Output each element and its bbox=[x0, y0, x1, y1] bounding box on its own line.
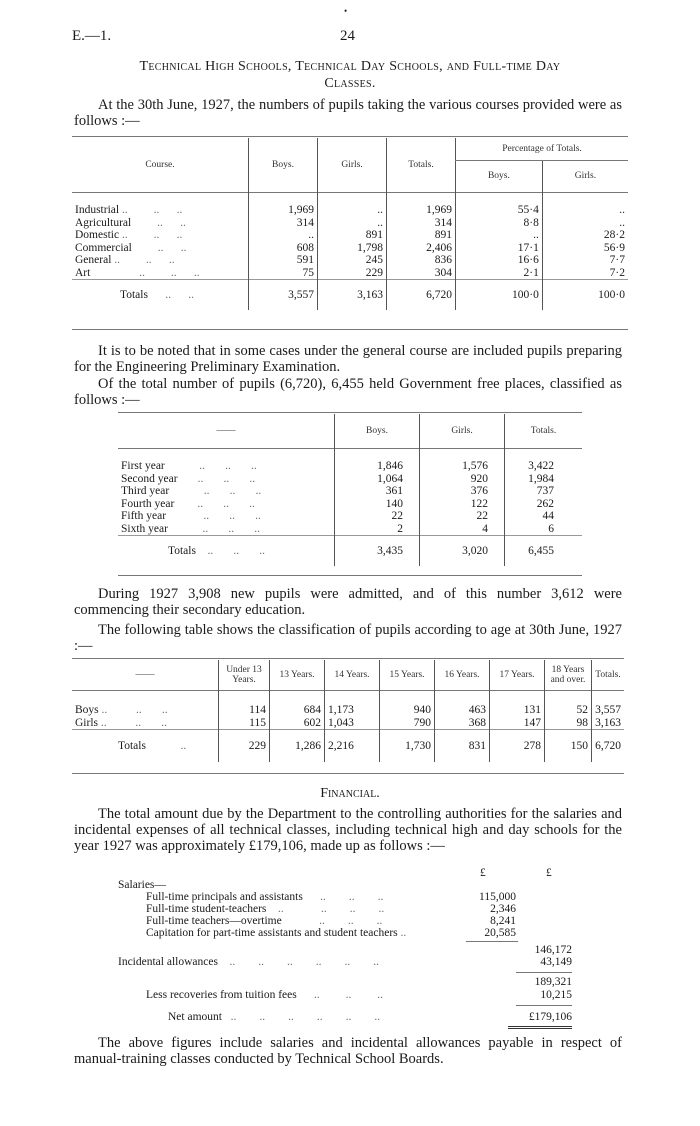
table1-header-pct-girls: Girls. bbox=[542, 160, 628, 192]
table2-bottom-rule bbox=[118, 575, 582, 576]
table2-row: Second year .. .. .. 1,064 920 1,984 bbox=[118, 473, 582, 486]
table2-cell-totals: 44 bbox=[505, 510, 583, 523]
recoveries-value: 10,215 bbox=[540, 989, 572, 1001]
table1-top-rule bbox=[72, 136, 628, 137]
incidental-row: Incidental allowances .. .. .. .. .. .. bbox=[118, 956, 379, 968]
table3-header-18-over: 18 Years and over. bbox=[545, 660, 592, 690]
table1-cell-boys: 608 bbox=[249, 242, 318, 255]
table1-row-course: Domestic bbox=[75, 229, 120, 241]
table1-cell-boys: .. bbox=[249, 229, 318, 242]
net-row: Net amount .. .. .. .. .. .. bbox=[168, 1011, 381, 1023]
section-title-line1: Technical High Schools, Technical Day Schools, and Full-time Day bbox=[139, 59, 561, 74]
table3-cell-totals: 3,557 bbox=[592, 704, 625, 717]
table3-cell-under13: 114 bbox=[219, 704, 270, 717]
table3-total-row: Totals .. 229 1,286 2,216 1,730 831 278 150 6,720 bbox=[72, 730, 624, 762]
financial-col1-head: £ bbox=[480, 867, 486, 879]
table3-cell-14: 1,173 bbox=[325, 704, 380, 717]
document-reference: E.—1. bbox=[72, 28, 112, 44]
table1-total-label: Totals bbox=[120, 288, 148, 301]
table2-cell-totals: 6 bbox=[505, 523, 583, 536]
table2-cell-boys: 1,064 bbox=[335, 473, 420, 486]
table3-header-totals: Totals. bbox=[592, 660, 625, 690]
table2-cell-boys: 361 bbox=[335, 485, 420, 498]
table1-cell-girls: 245 bbox=[318, 254, 387, 267]
table3-header-14: 14 Years. bbox=[325, 660, 380, 690]
table2-cell-boys: 2 bbox=[335, 523, 420, 536]
paragraph-new-pupils: During 1927 3,908 new pupils were admitted, and of this number 3,612 were commencing their secondary education. bbox=[74, 586, 622, 618]
table1-header-totals: Totals. bbox=[387, 138, 456, 192]
incidental-value: 43,149 bbox=[540, 956, 572, 968]
table3-cell-15: 940 bbox=[380, 704, 435, 717]
table2-cell-girls: 920 bbox=[420, 473, 505, 486]
table3-total-14: 2,216 bbox=[325, 730, 380, 762]
page-number: 24 bbox=[340, 28, 355, 44]
table2-top-rule bbox=[118, 412, 582, 413]
salary-item-label: Capitation for part-time assistants and student teachers bbox=[146, 927, 398, 939]
free-places-table bbox=[118, 414, 582, 566]
table1-cell-totals: 891 bbox=[387, 229, 456, 242]
table2-total-girls: 3,020 bbox=[420, 536, 505, 566]
table2-total-row: Totals .. .. .. 3,435 3,020 6,455 bbox=[118, 536, 582, 566]
salaries-label: Salaries— bbox=[118, 879, 166, 891]
table1-cell-pct-girls: 7·2 bbox=[542, 267, 628, 280]
table2-row-label: Fourth year bbox=[121, 497, 175, 510]
table1-row-course: Commercial bbox=[75, 241, 132, 254]
financial-heading: Financial. bbox=[320, 786, 380, 801]
table2-row: First year .. .. .. 1,846 1,576 3,422 bbox=[118, 460, 582, 473]
table2-row-label: Second year bbox=[121, 472, 178, 485]
paragraph-manual-training: The above figures include salaries and incidental allowances payable in respect of manual-training classes conducted by Technical School Boards. bbox=[74, 1035, 622, 1067]
table2-row-label: First year bbox=[121, 460, 165, 472]
table2-total-label: Totals bbox=[168, 544, 196, 557]
table3-row: Girls .. .. .. 115 602 1,043 790 368 147 98 3,163 bbox=[72, 717, 624, 730]
table2-cell-girls: 4 bbox=[420, 523, 505, 536]
table1-cell-girls: .. bbox=[318, 204, 387, 217]
table3-header-16: 16 Years. bbox=[435, 660, 490, 690]
paragraph-general-course-note: It is to be noted that in some cases under the general course are included pupils preparing for the Engineering Preliminary Examination. bbox=[74, 343, 622, 375]
section-title-line2: Classes. bbox=[324, 76, 376, 91]
table2-row: Fourth year .. .. .. 140 122 262 bbox=[118, 498, 582, 511]
table2-cell-boys: 1,846 bbox=[335, 460, 420, 473]
table3-cell-17: 131 bbox=[490, 704, 545, 717]
table2-row-label: Sixth year bbox=[121, 522, 168, 535]
table2-cell-girls: 376 bbox=[420, 485, 505, 498]
section-title bbox=[70, 58, 630, 92]
net-rule bbox=[516, 1005, 572, 1006]
table2-row: Sixth year .. .. .. 2 4 6 bbox=[118, 523, 582, 536]
salary-item-value: 20,585 bbox=[484, 927, 516, 939]
table2-cell-totals: 3,422 bbox=[505, 460, 583, 473]
table2-header-totals: Totals. bbox=[505, 414, 583, 448]
salaries-rule bbox=[466, 941, 518, 942]
table1-row: Domestic .. .. .. .. 891 891 .. 28·2 bbox=[72, 229, 628, 242]
table1-cell-boys: 1,969 bbox=[249, 204, 318, 217]
table2-cell-boys: 140 bbox=[335, 498, 420, 511]
table1-row-course: Industrial bbox=[75, 204, 120, 216]
table1-total-girls: 3,163 bbox=[318, 280, 387, 310]
table1-header-boys: Boys. bbox=[249, 138, 318, 192]
table1-cell-boys: 314 bbox=[249, 217, 318, 230]
table1-cell-girls: 1,798 bbox=[318, 242, 387, 255]
table3-row-label: Boys bbox=[75, 704, 99, 716]
table3-cell-13: 602 bbox=[270, 717, 325, 730]
table1-cell-pct-boys: .. bbox=[456, 229, 543, 242]
table3-total-13: 1,286 bbox=[270, 730, 325, 762]
table1-cell-totals: 836 bbox=[387, 254, 456, 267]
paragraph-free-places: Of the total number of pupils (6,720), 6,455 held Government free places, classified as follows :— bbox=[74, 376, 622, 408]
salary-item: Capitation for part-time assistants and student teachers .. bbox=[146, 927, 407, 939]
table3-cell-15: 790 bbox=[380, 717, 435, 730]
table3-header-blank: —— bbox=[135, 669, 155, 680]
salary-item-label: Full-time student-teachers bbox=[146, 903, 267, 915]
recoveries-label: Less recoveries from tuition fees bbox=[146, 989, 297, 1001]
table1-row: Commercial .. .. 608 1,798 2,406 17·1 56·9 bbox=[72, 242, 628, 255]
table3-total-17: 278 bbox=[490, 730, 545, 762]
table3-cell-under13: 115 bbox=[219, 717, 270, 730]
table3-header-15: 15 Years. bbox=[380, 660, 435, 690]
table1-row-course: General bbox=[75, 254, 112, 266]
table2-row: Fifth year .. .. .. 22 22 44 bbox=[118, 510, 582, 523]
table2-row: Third year .. .. .. 361 376 737 bbox=[118, 485, 582, 498]
table2-header-girls: Girls. bbox=[420, 414, 505, 448]
table2-header-boys: Boys. bbox=[335, 414, 420, 448]
table1-row-course: Art bbox=[75, 266, 91, 279]
table2-header-blank: —— bbox=[216, 425, 236, 436]
salary-item-label: Full-time teachers—overtime bbox=[146, 915, 282, 927]
table1-total-row: Totals .. .. 3,557 3,163 6,720 100·0 100·0 bbox=[72, 280, 628, 310]
table1-cell-girls: .. bbox=[318, 217, 387, 230]
table3-row: Boys .. .. .. 114 684 1,173 940 463 131 52 3,557 bbox=[72, 704, 624, 717]
table1-cell-pct-girls: 7·7 bbox=[542, 254, 628, 267]
table1-cell-totals: 304 bbox=[387, 267, 456, 280]
table3-total-totals: 6,720 bbox=[592, 730, 625, 762]
table1-header-course: Course. bbox=[145, 159, 175, 170]
salary-item-label: Full-time principals and assistants bbox=[146, 891, 303, 903]
table3-bottom-rule bbox=[72, 773, 624, 774]
table3-cell-totals: 3,163 bbox=[592, 717, 625, 730]
table1-cell-pct-boys: 8·8 bbox=[456, 217, 543, 230]
table3-total-16: 831 bbox=[435, 730, 490, 762]
table1-row: Art .. .. .. 75 229 304 2·1 7·2 bbox=[72, 267, 628, 280]
paragraph-financial-summary: The total amount due by the Department to the controlling authorities for the salaries and incidental expenses of all technical classes, including technical high and day schools for the year 1927 was approximately £179,106, made up as follows :— bbox=[74, 806, 622, 854]
table3-top-rule bbox=[72, 658, 624, 659]
salary-item-value: 8,241 bbox=[490, 915, 516, 927]
table3-cell-14: 1,043 bbox=[325, 717, 380, 730]
table3-total-18-over: 150 bbox=[545, 730, 592, 762]
table3-cell-13: 684 bbox=[270, 704, 325, 717]
table3-row-label: Girls bbox=[75, 716, 98, 729]
table1-row: Agricultural .. .. 314 .. 314 8·8 .. bbox=[72, 217, 628, 230]
table1-row: Industrial .. .. .. 1,969 .. 1,969 55·4 .. bbox=[72, 204, 628, 217]
table3-cell-17: 147 bbox=[490, 717, 545, 730]
table3-total-15: 1,730 bbox=[380, 730, 435, 762]
table1-cell-pct-boys: 17·1 bbox=[456, 242, 543, 255]
table2-cell-girls: 1,576 bbox=[420, 460, 505, 473]
table1-row: General .. .. .. 591 245 836 16·6 7·7 bbox=[72, 254, 628, 267]
courses-table bbox=[72, 138, 628, 310]
salary-item: Full-time student-teachers .. .. .. .. bbox=[146, 903, 385, 915]
table1-cell-pct-boys: 55·4 bbox=[456, 204, 543, 217]
table2-cell-totals: 737 bbox=[505, 485, 583, 498]
table1-header-pct-boys: Boys. bbox=[456, 160, 543, 192]
table1-bottom-rule bbox=[72, 329, 628, 330]
table2-cell-boys: 22 bbox=[335, 510, 420, 523]
table3-total-under13: 229 bbox=[219, 730, 270, 762]
salary-item: Full-time principals and assistants .. .. .. bbox=[146, 891, 384, 903]
table2-cell-totals: 262 bbox=[505, 498, 583, 511]
paragraph-courses-intro: At the 30th June, 1927, the numbers of pupils taking the various courses provided were as follows :— bbox=[74, 97, 622, 129]
table3-header-13: 13 Years. bbox=[270, 660, 325, 690]
table1-cell-girls: 229 bbox=[318, 267, 387, 280]
table2-total-totals: 6,455 bbox=[505, 536, 583, 566]
table1-cell-girls: 891 bbox=[318, 229, 387, 242]
table2-cell-girls: 122 bbox=[420, 498, 505, 511]
table2-row-label: Fifth year bbox=[121, 510, 167, 522]
table1-cell-pct-boys: 2·1 bbox=[456, 267, 543, 280]
table1-cell-pct-girls: .. bbox=[542, 217, 628, 230]
age-table bbox=[72, 660, 624, 762]
table3-total-label: Totals bbox=[118, 739, 146, 752]
table2-cell-totals: 1,984 bbox=[505, 473, 583, 486]
table3-cell-16: 368 bbox=[435, 717, 490, 730]
table1-cell-totals: 314 bbox=[387, 217, 456, 230]
recoveries-row: Less recoveries from tuition fees .. .. .. bbox=[146, 989, 383, 1001]
net-double-rule bbox=[508, 1026, 572, 1029]
table1-cell-boys: 75 bbox=[249, 267, 318, 280]
table1-total-boys: 3,557 bbox=[249, 280, 318, 310]
page-mark: • bbox=[344, 6, 348, 16]
subtotal-rule bbox=[516, 972, 572, 973]
table1-cell-pct-boys: 16·6 bbox=[456, 254, 543, 267]
salary-item: Full-time teachers—overtime .. .. .. bbox=[146, 915, 383, 927]
table3-header-17: 17 Years. bbox=[490, 660, 545, 690]
table1-total-totals: 6,720 bbox=[387, 280, 456, 310]
table1-cell-totals: 2,406 bbox=[387, 242, 456, 255]
table3-cell-18-over: 52 bbox=[545, 704, 592, 717]
table1-total-pct-boys: 100·0 bbox=[456, 280, 543, 310]
net-value: £179,106 bbox=[528, 1011, 572, 1023]
paragraph-age-classification: The following table shows the classification of pupils according to age at 30th June, 1927 :— bbox=[74, 622, 622, 654]
table1-cell-pct-girls: 56·9 bbox=[542, 242, 628, 255]
table1-header-percentage: Percentage of Totals. bbox=[456, 138, 629, 160]
table1-cell-totals: 1,969 bbox=[387, 204, 456, 217]
table2-total-boys: 3,435 bbox=[335, 536, 420, 566]
table1-total-pct-girls: 100·0 bbox=[542, 280, 628, 310]
table1-cell-pct-girls: .. bbox=[542, 204, 628, 217]
salary-item-value: 2,346 bbox=[490, 903, 516, 915]
table3-cell-18-over: 98 bbox=[545, 717, 592, 730]
table3-cell-16: 463 bbox=[435, 704, 490, 717]
table1-cell-boys: 591 bbox=[249, 254, 318, 267]
table2-cell-girls: 22 bbox=[420, 510, 505, 523]
table1-cell-pct-girls: 28·2 bbox=[542, 229, 628, 242]
financial-col2-head: £ bbox=[546, 867, 552, 879]
table3-header-under13: Under 13 Years. bbox=[219, 660, 270, 690]
incidental-label: Incidental allowances bbox=[118, 956, 218, 968]
net-label: Net amount bbox=[168, 1011, 222, 1023]
table1-header-girls: Girls. bbox=[318, 138, 387, 192]
subtotal-value: 189,321 bbox=[534, 976, 572, 988]
table2-row-label: Third year bbox=[121, 485, 170, 497]
table1-row-course: Agricultural bbox=[75, 216, 132, 229]
salaries-total: 146,172 bbox=[534, 944, 572, 956]
salary-item-value: 115,000 bbox=[479, 891, 516, 903]
